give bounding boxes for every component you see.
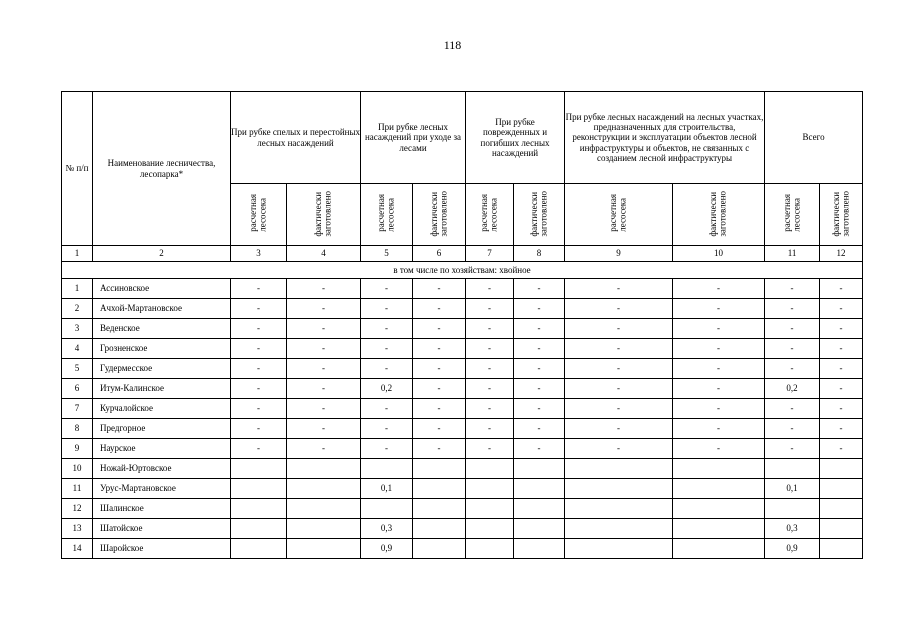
column-number: 8: [514, 246, 565, 262]
value-cell-c6: -: [413, 439, 466, 459]
value-cell-c3: -: [231, 359, 287, 379]
table-row: [62, 299, 863, 319]
table-row: [62, 479, 863, 499]
value-cell-c11: -: [765, 439, 820, 459]
value-cell-c9: -: [565, 359, 673, 379]
value-cell-c6: [413, 499, 466, 519]
row-number: 1: [62, 279, 93, 299]
subheader-fact: фактически заготовлено: [514, 184, 565, 246]
value-cell-c3: [231, 519, 287, 539]
value-cell-c4: -: [287, 359, 361, 379]
value-cell-c9: [565, 499, 673, 519]
column-number: 9: [565, 246, 673, 262]
row-number: 10: [62, 459, 93, 479]
forest-harvest-table: [61, 91, 863, 559]
section-label: в том числе по хозяйствам: хвойное: [62, 262, 863, 279]
subheader-calc: расчетная лесосека: [361, 184, 413, 246]
forestry-name: Шалинское: [93, 499, 231, 519]
value-cell-c9: [565, 519, 673, 539]
header-group-damaged-felling: При рубке поврежденных и погибших лесных насаждений: [466, 92, 565, 184]
value-cell-c12: [820, 459, 863, 479]
column-number: 1: [62, 246, 93, 262]
value-cell-c5: -: [361, 299, 413, 319]
value-cell-c9: -: [565, 439, 673, 459]
header-name: Наименование лесничества, лесопарка*: [93, 92, 231, 246]
value-cell-c10: [673, 499, 765, 519]
value-cell-c4: [287, 479, 361, 499]
value-cell-c9: -: [565, 319, 673, 339]
value-cell-c5: -: [361, 319, 413, 339]
forestry-name: Гудермесское: [93, 359, 231, 379]
value-cell-c11: -: [765, 319, 820, 339]
value-cell-c9: -: [565, 419, 673, 439]
value-cell-c10: [673, 459, 765, 479]
value-cell-c6: -: [413, 379, 466, 399]
value-cell-c5: -: [361, 279, 413, 299]
value-cell-c4: [287, 459, 361, 479]
row-number: 8: [62, 419, 93, 439]
value-cell-c6: -: [413, 419, 466, 439]
value-cell-c5: 0,2: [361, 379, 413, 399]
value-cell-c12: [820, 539, 863, 559]
value-cell-c7: -: [466, 359, 514, 379]
value-cell-c7: [466, 479, 514, 499]
value-cell-c9: [565, 479, 673, 499]
value-cell-c11: [765, 459, 820, 479]
value-cell-c7: -: [466, 339, 514, 359]
value-cell-c8: -: [514, 319, 565, 339]
table-row: [62, 499, 863, 519]
row-number: 4: [62, 339, 93, 359]
value-cell-c3: [231, 459, 287, 479]
value-cell-c7: [466, 499, 514, 519]
header-group-total: Всего: [765, 92, 863, 184]
value-cell-c5: 0,1: [361, 479, 413, 499]
value-cell-c8: -: [514, 299, 565, 319]
forestry-name: Шаройское: [93, 539, 231, 559]
value-cell-c10: -: [673, 419, 765, 439]
value-cell-c12: -: [820, 319, 863, 339]
value-cell-c3: -: [231, 399, 287, 419]
value-cell-c9: -: [565, 279, 673, 299]
table-row: [62, 459, 863, 479]
value-cell-c3: -: [231, 299, 287, 319]
forestry-name: Предгорное: [93, 419, 231, 439]
value-cell-c11: 0,9: [765, 539, 820, 559]
value-cell-c12: -: [820, 299, 863, 319]
value-cell-c7: [466, 519, 514, 539]
column-number: 5: [361, 246, 413, 262]
column-number: 10: [673, 246, 765, 262]
row-number: 12: [62, 499, 93, 519]
table-row: [62, 539, 863, 559]
value-cell-c5: [361, 459, 413, 479]
value-cell-c9: -: [565, 339, 673, 359]
value-cell-c4: -: [287, 299, 361, 319]
value-cell-c11: -: [765, 419, 820, 439]
value-cell-c6: [413, 479, 466, 499]
value-cell-c5: 0,9: [361, 539, 413, 559]
column-number: 3: [231, 246, 287, 262]
value-cell-c7: -: [466, 279, 514, 299]
page-number: 118: [443, 38, 462, 52]
value-cell-c6: -: [413, 339, 466, 359]
value-cell-c8: -: [514, 339, 565, 359]
row-number: 3: [62, 319, 93, 339]
value-cell-c4: -: [287, 379, 361, 399]
row-number: 2: [62, 299, 93, 319]
subheader-fact: фактически заготовлено: [820, 184, 863, 246]
value-cell-c12: -: [820, 359, 863, 379]
value-cell-c12: -: [820, 399, 863, 419]
value-cell-c12: [820, 479, 863, 499]
table-row: [62, 359, 863, 379]
subheader-calc: расчетная лесосека: [466, 184, 514, 246]
value-cell-c11: -: [765, 339, 820, 359]
value-cell-c8: -: [514, 439, 565, 459]
value-cell-c6: -: [413, 299, 466, 319]
value-cell-c8: [514, 499, 565, 519]
forestry-name: Ножай-Юртовское: [93, 459, 231, 479]
value-cell-c3: -: [231, 419, 287, 439]
value-cell-c5: [361, 499, 413, 519]
table-row: [62, 339, 863, 359]
value-cell-c7: -: [466, 399, 514, 419]
value-cell-c4: -: [287, 399, 361, 419]
value-cell-c4: [287, 539, 361, 559]
value-cell-c10: -: [673, 359, 765, 379]
table-row: [62, 519, 863, 539]
value-cell-c12: -: [820, 439, 863, 459]
value-cell-c11: 0,3: [765, 519, 820, 539]
subheader-calc: расчетная лесосека: [231, 184, 287, 246]
value-cell-c8: -: [514, 419, 565, 439]
value-cell-c10: -: [673, 279, 765, 299]
value-cell-c3: [231, 539, 287, 559]
value-cell-c11: -: [765, 359, 820, 379]
value-cell-c4: -: [287, 339, 361, 359]
value-cell-c4: [287, 499, 361, 519]
value-cell-c8: -: [514, 399, 565, 419]
column-number: 4: [287, 246, 361, 262]
value-cell-c6: [413, 519, 466, 539]
subheader-calc: расчетная лесосека: [765, 184, 820, 246]
forestry-name: Ассиновское: [93, 279, 231, 299]
value-cell-c11: [765, 499, 820, 519]
value-cell-c12: [820, 519, 863, 539]
table-row: [62, 379, 863, 399]
value-cell-c12: -: [820, 279, 863, 299]
forestry-name: Итум-Калинское: [93, 379, 231, 399]
value-cell-c12: -: [820, 379, 863, 399]
value-cell-c6: -: [413, 319, 466, 339]
value-cell-c3: [231, 479, 287, 499]
value-cell-c4: -: [287, 439, 361, 459]
value-cell-c3: -: [231, 279, 287, 299]
value-cell-c5: 0,3: [361, 519, 413, 539]
value-cell-c4: [287, 519, 361, 539]
value-cell-c8: -: [514, 279, 565, 299]
row-number: 7: [62, 399, 93, 419]
value-cell-c10: -: [673, 399, 765, 419]
forestry-name: Веденское: [93, 319, 231, 339]
value-cell-c11: -: [765, 299, 820, 319]
value-cell-c3: -: [231, 339, 287, 359]
value-cell-c6: [413, 459, 466, 479]
value-cell-c10: -: [673, 379, 765, 399]
value-cell-c6: -: [413, 279, 466, 299]
column-number: 7: [466, 246, 514, 262]
value-cell-c8: -: [514, 359, 565, 379]
header-group-infrastructure-felling: При рубке лесных насаждений на лесных участках, предназначенных для строительства, реконструкции и эксплуатации объектов лесной инфраструктуры и объектов, не связанных с созданием лесной инфраструктуры: [565, 92, 765, 184]
subheader-calc: расчетная лесосека: [565, 184, 673, 246]
row-number: 9: [62, 439, 93, 459]
forestry-name: Курчалойское: [93, 399, 231, 419]
row-number: 5: [62, 359, 93, 379]
value-cell-c7: -: [466, 319, 514, 339]
column-number: 6: [413, 246, 466, 262]
forestry-name: Грозненское: [93, 339, 231, 359]
value-cell-c10: -: [673, 319, 765, 339]
value-cell-c11: -: [765, 279, 820, 299]
value-cell-c9: -: [565, 379, 673, 399]
value-cell-c7: [466, 539, 514, 559]
value-cell-c5: -: [361, 339, 413, 359]
header-group-care-felling: При рубке лесных насаждений при уходе за лесами: [361, 92, 466, 184]
value-cell-c3: [231, 499, 287, 519]
value-cell-c11: -: [765, 399, 820, 419]
value-cell-c5: -: [361, 419, 413, 439]
value-cell-c3: -: [231, 319, 287, 339]
forestry-name: Шатойское: [93, 519, 231, 539]
table-row: [62, 439, 863, 459]
value-cell-c9: -: [565, 399, 673, 419]
value-cell-c5: -: [361, 359, 413, 379]
table-row: [62, 279, 863, 299]
value-cell-c8: [514, 519, 565, 539]
value-cell-c12: -: [820, 339, 863, 359]
column-number: 11: [765, 246, 820, 262]
forestry-name: Урус-Мартановское: [93, 479, 231, 499]
value-cell-c4: -: [287, 419, 361, 439]
value-cell-c9: -: [565, 299, 673, 319]
value-cell-c10: [673, 539, 765, 559]
value-cell-c7: -: [466, 419, 514, 439]
subheader-fact: фактически заготовлено: [673, 184, 765, 246]
value-cell-c3: -: [231, 439, 287, 459]
value-cell-c8: -: [514, 379, 565, 399]
header-number: № п/п: [62, 92, 93, 246]
value-cell-c8: [514, 539, 565, 559]
row-number: 11: [62, 479, 93, 499]
value-cell-c7: -: [466, 439, 514, 459]
table-row: [62, 399, 863, 419]
table-row: [62, 419, 863, 439]
row-number: 6: [62, 379, 93, 399]
column-number: 12: [820, 246, 863, 262]
value-cell-c8: [514, 459, 565, 479]
subheader-fact: фактически заготовлено: [287, 184, 361, 246]
value-cell-c12: -: [820, 419, 863, 439]
value-cell-c10: -: [673, 339, 765, 359]
value-cell-c5: -: [361, 399, 413, 419]
value-cell-c6: -: [413, 359, 466, 379]
row-number: 14: [62, 539, 93, 559]
forestry-name: Наурское: [93, 439, 231, 459]
value-cell-c7: [466, 459, 514, 479]
value-cell-c3: -: [231, 379, 287, 399]
column-number-row: [62, 246, 863, 262]
value-cell-c9: [565, 539, 673, 559]
value-cell-c4: -: [287, 279, 361, 299]
value-cell-c6: [413, 539, 466, 559]
forestry-name: Ачхой-Мартановское: [93, 299, 231, 319]
value-cell-c11: 0,1: [765, 479, 820, 499]
value-cell-c9: [565, 459, 673, 479]
value-cell-c7: -: [466, 299, 514, 319]
value-cell-c5: -: [361, 439, 413, 459]
subheader-fact: фактически заготовлено: [413, 184, 466, 246]
header-group-mature-felling: При рубке спелых и перестойных лесных насаждений: [231, 92, 361, 184]
column-number: 2: [93, 246, 231, 262]
value-cell-c10: [673, 479, 765, 499]
value-cell-c7: -: [466, 379, 514, 399]
value-cell-c12: [820, 499, 863, 519]
value-cell-c10: [673, 519, 765, 539]
value-cell-c10: -: [673, 299, 765, 319]
value-cell-c11: 0,2: [765, 379, 820, 399]
value-cell-c8: [514, 479, 565, 499]
value-cell-c10: -: [673, 439, 765, 459]
table-row: [62, 319, 863, 339]
value-cell-c6: -: [413, 399, 466, 419]
value-cell-c4: -: [287, 319, 361, 339]
row-number: 13: [62, 519, 93, 539]
